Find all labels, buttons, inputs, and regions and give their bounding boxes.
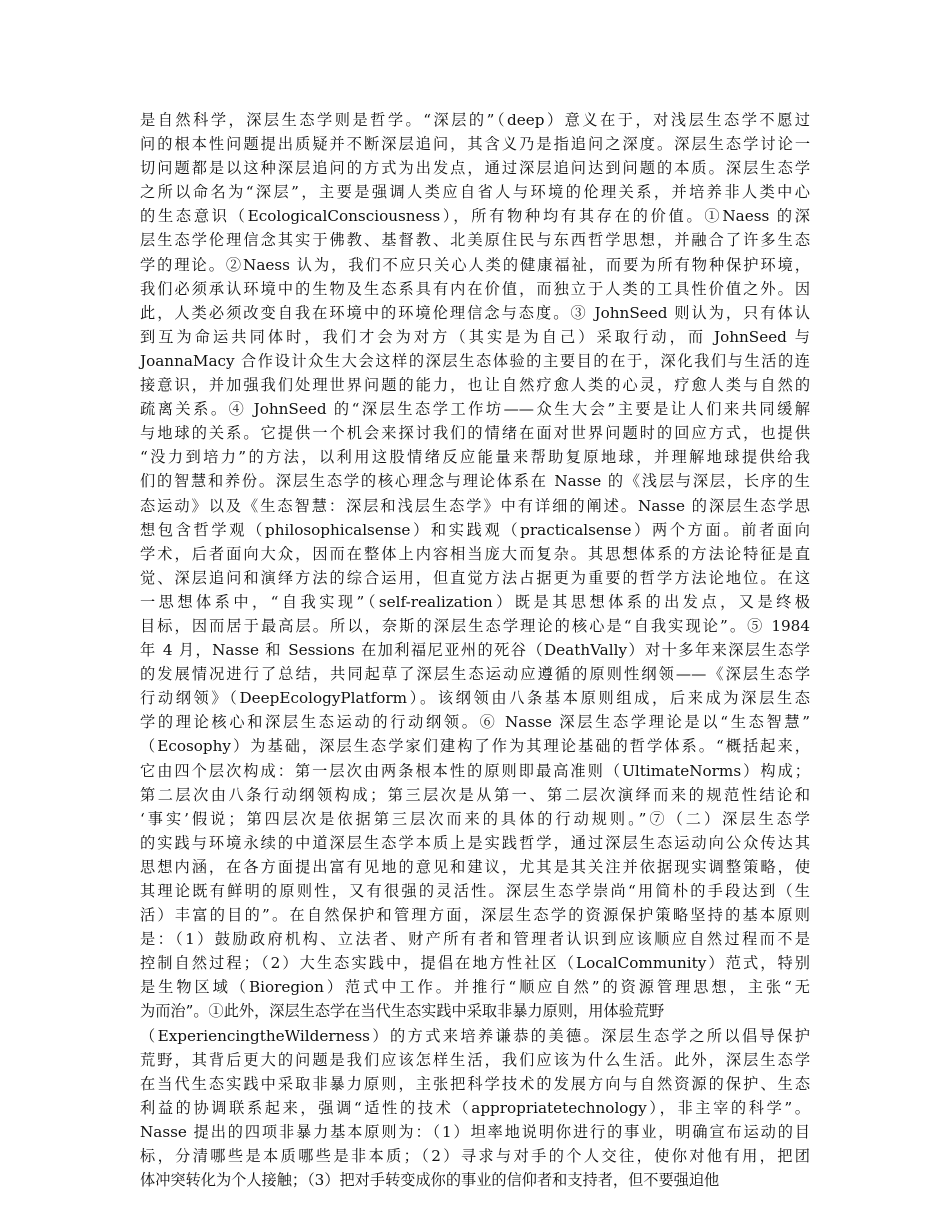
- text-line: 的生态意识（EcologicalConsciousness），所有物种均有其存在的价值。①Naess 的深: [140, 207, 810, 226]
- text-line: 们的智慧和养份。深层生态学的核心理念与理论体系在 Nasse 的《浅层与深层，长序的生: [140, 472, 810, 491]
- text-line: 此，人类必须改变自我在环境中的环境伦理信念与态度。③ JohnSeed 则认为，只有体认: [140, 303, 810, 322]
- text-line: 活）丰富的目的”。在自然保护和管理方面，深层生态学的资源保护策略坚持的基本原则: [140, 906, 810, 925]
- text-line: （ExperiencingtheWilderness）的方式来培养谦恭的美德。深层生态学之所以倡导保护: [140, 1026, 810, 1045]
- text-line: ‘事实’假说；第四层次是依据第三层次而来的具体的行动规则。”⑦（二）深层生态学: [140, 809, 810, 828]
- text-line: 第二层次由八条行动纲领构成；第三层次是从第一、第二层次演绎而来的规范性结论和: [140, 785, 810, 804]
- text-line: 想包含哲学观（philosophicalsense）和实践观（practicalsense）两个方面。前者面向: [140, 520, 810, 539]
- text-line: 一思想体系中，“自我实现”（self-realization）既是其思想体系的出发点，又是终极: [140, 592, 810, 611]
- text-line: 目标，因而居于最高层。所以，奈斯的深层生态学理论的核心是“自我实现论”。⑤ 1984: [140, 616, 810, 635]
- text-line: 切问题都是以这种深层追问的方式为出发点，通过深层追问达到问题的本质。深层生态学: [140, 159, 810, 178]
- text-line: 疏离关系。④ JohnSeed 的“深层生态学工作坊——众生大会”主要是让人们来共同缓解: [140, 400, 810, 419]
- text-line: 是：（1）鼓励政府机构、立法者、财产所有者和管理者认识到应该顺应自然过程而不是: [140, 930, 810, 949]
- text-line: 态运动》以及《生态智慧：深层和浅层生态学》中有详细的阐述。Nasse 的深层生态学思: [140, 496, 810, 515]
- text-line: 思想内涵，在各方面提出富有见地的意见和建议，尤其是其关注并依据现实调整策略，使: [140, 857, 810, 876]
- text-line: （Ecosophy）为基础，深层生态学家们建构了作为其理论基础的哲学体系。“概括起来，: [140, 737, 810, 756]
- text-line: 它由四个层次构成：第一层次由两条根本性的原则即最高准则（UltimateNorms）构成；: [140, 761, 810, 780]
- text-line: 控制自然过程；（2）大生态实践中，提倡在地方性社区（LocalCommunity）范式，特别: [140, 954, 810, 973]
- text-line: 层生态学伦理信念其实于佛教、基督教、北美原住民与东西哲学思想，并融合了许多生态: [140, 231, 810, 250]
- text-line: Nasse 提出的四项非暴力基本原则为：（1）坦率地说明你进行的事业，明确宣布运动的目: [140, 1122, 810, 1141]
- text-line: 年 4 月，Nasse 和 Sessions 在加利福尼亚州的死谷（DeathVally）对十多年来深层生态学: [140, 641, 810, 660]
- text-line: 到互为命运共同体时，我们才会为对方（其实是为自己）采取行动，而 JohnSeed 与: [140, 327, 810, 346]
- text-line: 是生物区域（Bioregion）范式中工作。并推行“顺应自然”的资源管理思想，主张“无: [140, 978, 810, 997]
- text-line: 学的理论。②Naess 认为，我们不应只关心人类的健康福祉，而要为所有物种保护环境，: [140, 255, 810, 274]
- text-line: 的实践与环境永续的中道深层生态学本质上是实践哲学，通过深层生态运动向公众传达其: [140, 833, 810, 852]
- text-line: 觉、深层追问和演绎方法的综合运用，但直觉方法占据更为重要的哲学方法论地位。在这: [140, 568, 810, 587]
- text-line: 是自然科学，深层生态学则是哲学。“深层的”（deep）意义在于，对浅层生态学不愿过: [140, 111, 810, 129]
- text-line: “没力到培力”的方法，以利用这股情绪反应能量来帮助复原地球，并理解地球提供给我: [140, 448, 810, 467]
- text-line: 的发展情况进行了总结，共同起草了深层生态运动应遵循的原则性纲领——《深层生态学: [140, 665, 810, 684]
- text-line: 与地球的关系。它提供一个机会来探讨我们的情绪在面对世界问题时的回应方式，也提供: [140, 424, 810, 443]
- text-line: 标，分清哪些是本质哪些是非本质；（2）寻求与对手的个人交往，使你对他有用，把团: [140, 1147, 810, 1166]
- text-line: 荒野，其背后更大的问题是我们应该怎样生活，我们应该为什么生活。此外，深层生态学: [140, 1050, 810, 1069]
- text-line: 学的理论核心和深层生态运动的行动纲领。⑥ Nasse 深层生态学理论是以“生态智慧”: [140, 713, 810, 732]
- text-line: 为而治”。①此外，深层生态学在当代生态实践中采取非暴力原则，用体验荒野: [140, 1002, 665, 1021]
- text-line: 接意识，并加强我们处理世界问题的能力，也让自然疗愈人类的心灵，疗愈人类与自然的: [140, 376, 810, 395]
- text-line: 利益的协调联系起来，强调“适性的技术（appropriatetechnology），非主宰的科学”。: [140, 1098, 810, 1117]
- text-line: 行动纲领》（DeepEcologyPlatform）。该纲领由八条基本原则组成，后来成为深层生态: [140, 689, 810, 708]
- body-text: [140, 108, 810, 1192]
- text-line: 学术，后者面向大众，因而在整体上内容相当庞大而复杂。其思想体系的方法论特征是直: [140, 544, 810, 563]
- text-line: 体冲突转化为个人接触；（3）把对手转变成你的事业的信仰者和支持者，但不要强迫他: [140, 1171, 720, 1190]
- text-line: 之所以命名为“深层”，主要是强调人类应自省人与环境的伦理关系，并培养非人类中心: [140, 183, 810, 202]
- text-line: 我们必须承认环境中的生物及生态系具有内在价值，而独立于人类的工具性价值之外。因: [140, 279, 810, 298]
- text-line: JoannaMacy 合作设计众生大会这样的深层生态体验的主要目的在于，深化我们与生活的连: [140, 351, 810, 370]
- text-line: 在当代生态实践中采取非暴力原则，主张把科学技术的发展方向与自然资源的保护、生态: [140, 1074, 810, 1093]
- text-line: 问的根本性问题提出质疑并不断深层追问，其含义乃是指追问之深度。深层生态学讨论一: [140, 135, 810, 154]
- text-line: 其理论既有鲜明的原则性，又有很强的灵活性。深层生态学崇尚“用简朴的手段达到（生: [140, 882, 810, 900]
